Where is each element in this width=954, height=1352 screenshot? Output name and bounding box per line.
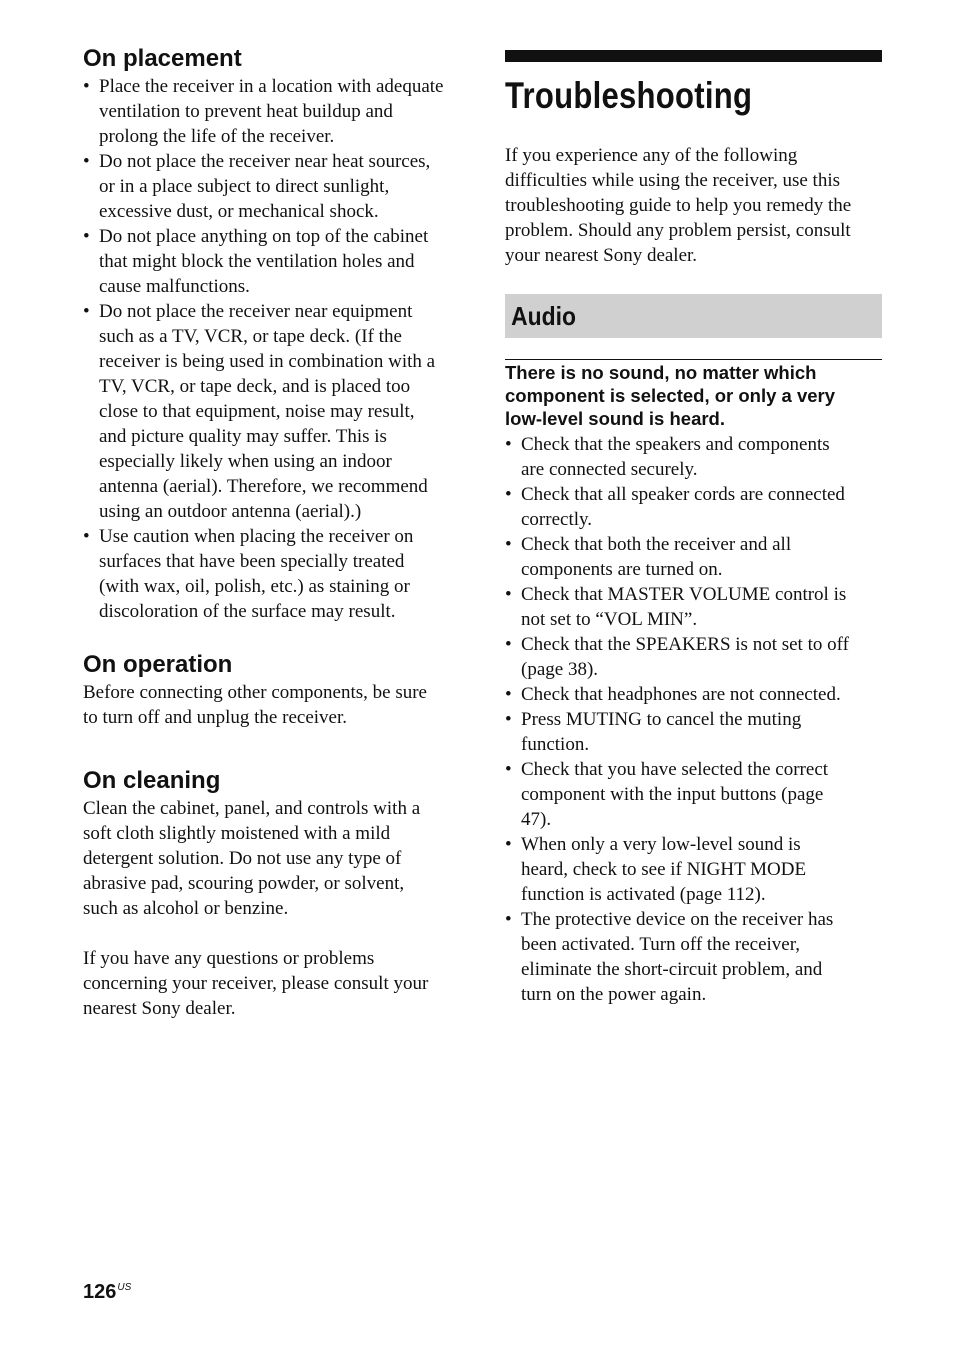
text-line: problem. Should any problem persist, consult	[505, 220, 851, 241]
bullet-icon: •	[505, 534, 512, 555]
list-item-line: and picture quality may suffer. This is	[99, 426, 387, 447]
text-line: Before connecting other components, be sure	[83, 682, 427, 703]
placement-list	[83, 74, 463, 624]
list-item-line: surfaces that have been specially treated	[99, 551, 405, 572]
page-title: Troubleshooting	[505, 75, 753, 116]
list-item-line: been activated. Turn off the receiver,	[521, 934, 801, 955]
text-line: soft cloth slightly moistened with a mild	[83, 823, 391, 844]
list-item-line: antenna (aerial). Therefore, we recommend	[99, 476, 428, 497]
list-item-line: Do not place the receiver near equipment	[99, 301, 413, 322]
placement-item	[83, 524, 463, 624]
intro-text	[505, 143, 882, 268]
list-item-line: Check that the speakers and components	[521, 434, 830, 455]
list-item-line: Press MUTING to cancel the muting	[521, 709, 802, 730]
check-item	[505, 907, 882, 1007]
section-header-audio	[505, 294, 882, 338]
list-item-line: not set to “VOL MIN”.	[521, 609, 698, 630]
list-item-line: function.	[521, 734, 590, 755]
on-cleaning-heading: On cleaning	[83, 767, 221, 794]
list-item-line: component with the input buttons (page	[521, 784, 824, 805]
text-line: your nearest Sony dealer.	[505, 245, 698, 266]
text-line: nearest Sony dealer.	[83, 998, 236, 1019]
list-item-line: Do not place anything on top of the cabinet	[99, 226, 429, 247]
list-item-line: components are turned on.	[521, 559, 723, 580]
list-item-line: close to that equipment, noise may result,	[99, 401, 415, 422]
check-item	[505, 757, 882, 832]
list-item-line: Check that both the receiver and all	[521, 534, 792, 555]
list-item-line: or in a place subject to direct sunlight,	[99, 176, 390, 197]
problem-line: low-level sound is heard.	[505, 408, 725, 429]
bullet-icon: •	[83, 151, 90, 172]
list-item-line: are connected securely.	[521, 459, 698, 480]
check-item	[505, 832, 882, 907]
bullet-icon: •	[505, 684, 512, 705]
list-item-line: receiver is being used in combination with a	[99, 351, 436, 372]
list-item-line: correctly.	[521, 509, 593, 530]
bullet-icon: •	[505, 909, 512, 930]
list-item-line: excessive dust, or mechanical shock.	[99, 201, 379, 222]
bullet-icon: •	[505, 709, 512, 730]
list-item-line: such as a TV, VCR, or tape deck. (If the	[99, 326, 402, 347]
bullet-icon: •	[505, 584, 512, 605]
dealer-contact-text	[83, 946, 463, 1021]
bullet-icon: •	[83, 76, 90, 97]
bullet-icon: •	[83, 301, 90, 322]
list-item-line: Check that the SPEAKERS is not set to off	[521, 634, 849, 655]
list-item-line: ventilation to prevent heat buildup and	[99, 101, 393, 122]
list-item-line: Check that MASTER VOLUME control is	[521, 584, 847, 605]
list-item-line: that might block the ventilation holes and	[99, 251, 415, 272]
check-item	[505, 632, 882, 682]
title-rule	[505, 50, 882, 62]
list-item-line: especially likely when using an indoor	[99, 451, 392, 472]
list-item-line: When only a very low-level sound is	[521, 834, 801, 855]
bullet-icon: •	[505, 759, 512, 780]
problem-heading	[505, 361, 882, 430]
list-item-line: discoloration of the surface may result.	[99, 601, 396, 622]
bullet-icon: •	[505, 434, 512, 455]
list-item-line: (page 38).	[521, 659, 599, 680]
placement-item	[83, 74, 463, 149]
text-line: difficulties while using the receiver, use this	[505, 170, 840, 191]
on-operation-heading: On operation	[83, 651, 233, 678]
text-line: abrasive pad, scouring powder, or solvent,	[83, 873, 405, 894]
list-item-line: Check that all speaker cords are connected	[521, 484, 845, 505]
list-item-line: heard, check to see if NIGHT MODE	[521, 859, 807, 880]
list-item-line: Do not place the receiver near heat sources,	[99, 151, 431, 172]
problem-line: There is no sound, no matter which	[505, 362, 817, 383]
list-item-line: Place the receiver in a location with adequate	[99, 76, 444, 97]
check-item	[505, 582, 882, 632]
list-item-line: eliminate the short-circuit problem, and	[521, 959, 823, 980]
text-line: detergent solution. Do not use any type of	[83, 848, 402, 869]
list-item-line: function is activated (page 112).	[521, 884, 766, 905]
bullet-icon: •	[505, 634, 512, 655]
section-title: Audio	[511, 300, 576, 331]
left-column	[83, 44, 463, 1021]
list-item-line: TV, VCR, or tape deck, and is placed too	[99, 376, 411, 397]
bullet-icon: •	[83, 526, 90, 547]
check-item	[505, 432, 882, 482]
list-item-line: Check that headphones are not connected.	[521, 684, 841, 705]
placement-item	[83, 299, 463, 524]
bullet-icon: •	[505, 834, 512, 855]
placement-item	[83, 149, 463, 224]
list-item-line: prolong the life of the receiver.	[99, 126, 335, 147]
text-line: If you have any questions or problems	[83, 948, 375, 969]
check-list	[505, 432, 882, 1007]
bullet-icon: •	[505, 484, 512, 505]
placement-item	[83, 224, 463, 299]
right-column	[505, 50, 882, 1007]
problem-divider	[505, 359, 882, 360]
check-item	[505, 707, 882, 757]
list-item-line: Check that you have selected the correct	[521, 759, 829, 780]
list-item-line: using an outdoor antenna (aerial).)	[99, 501, 362, 522]
check-item	[505, 532, 882, 582]
bullet-icon: •	[83, 226, 90, 247]
problem-line: component is selected, or only a very	[505, 385, 836, 406]
text-line: Clean the cabinet, panel, and controls with a	[83, 798, 421, 819]
list-item-line: (with wax, oil, polish, etc.) as staining or	[99, 576, 410, 597]
check-item	[505, 682, 882, 707]
text-line: concerning your receiver, please consult your	[83, 973, 429, 994]
list-item-line: 47).	[521, 809, 552, 830]
list-item-line: The protective device on the receiver has	[521, 909, 834, 930]
on-operation-text	[83, 680, 463, 730]
check-item	[505, 482, 882, 532]
text-line: If you experience any of the following	[505, 145, 798, 166]
text-line: to turn off and unplug the receiver.	[83, 707, 347, 728]
list-item-line: Use caution when placing the receiver on	[99, 526, 414, 547]
on-cleaning-text	[83, 796, 463, 921]
list-item-line: cause malfunctions.	[99, 276, 250, 297]
list-item-line: turn on the power again.	[521, 984, 707, 1005]
text-line: such as alcohol or benzine.	[83, 898, 289, 919]
on-placement-heading: On placement	[83, 45, 242, 72]
page-number	[83, 1281, 131, 1304]
region-code: US	[117, 1282, 132, 1293]
page-number-value: 126	[83, 1281, 117, 1303]
text-line: troubleshooting guide to help you remedy the	[505, 195, 852, 216]
